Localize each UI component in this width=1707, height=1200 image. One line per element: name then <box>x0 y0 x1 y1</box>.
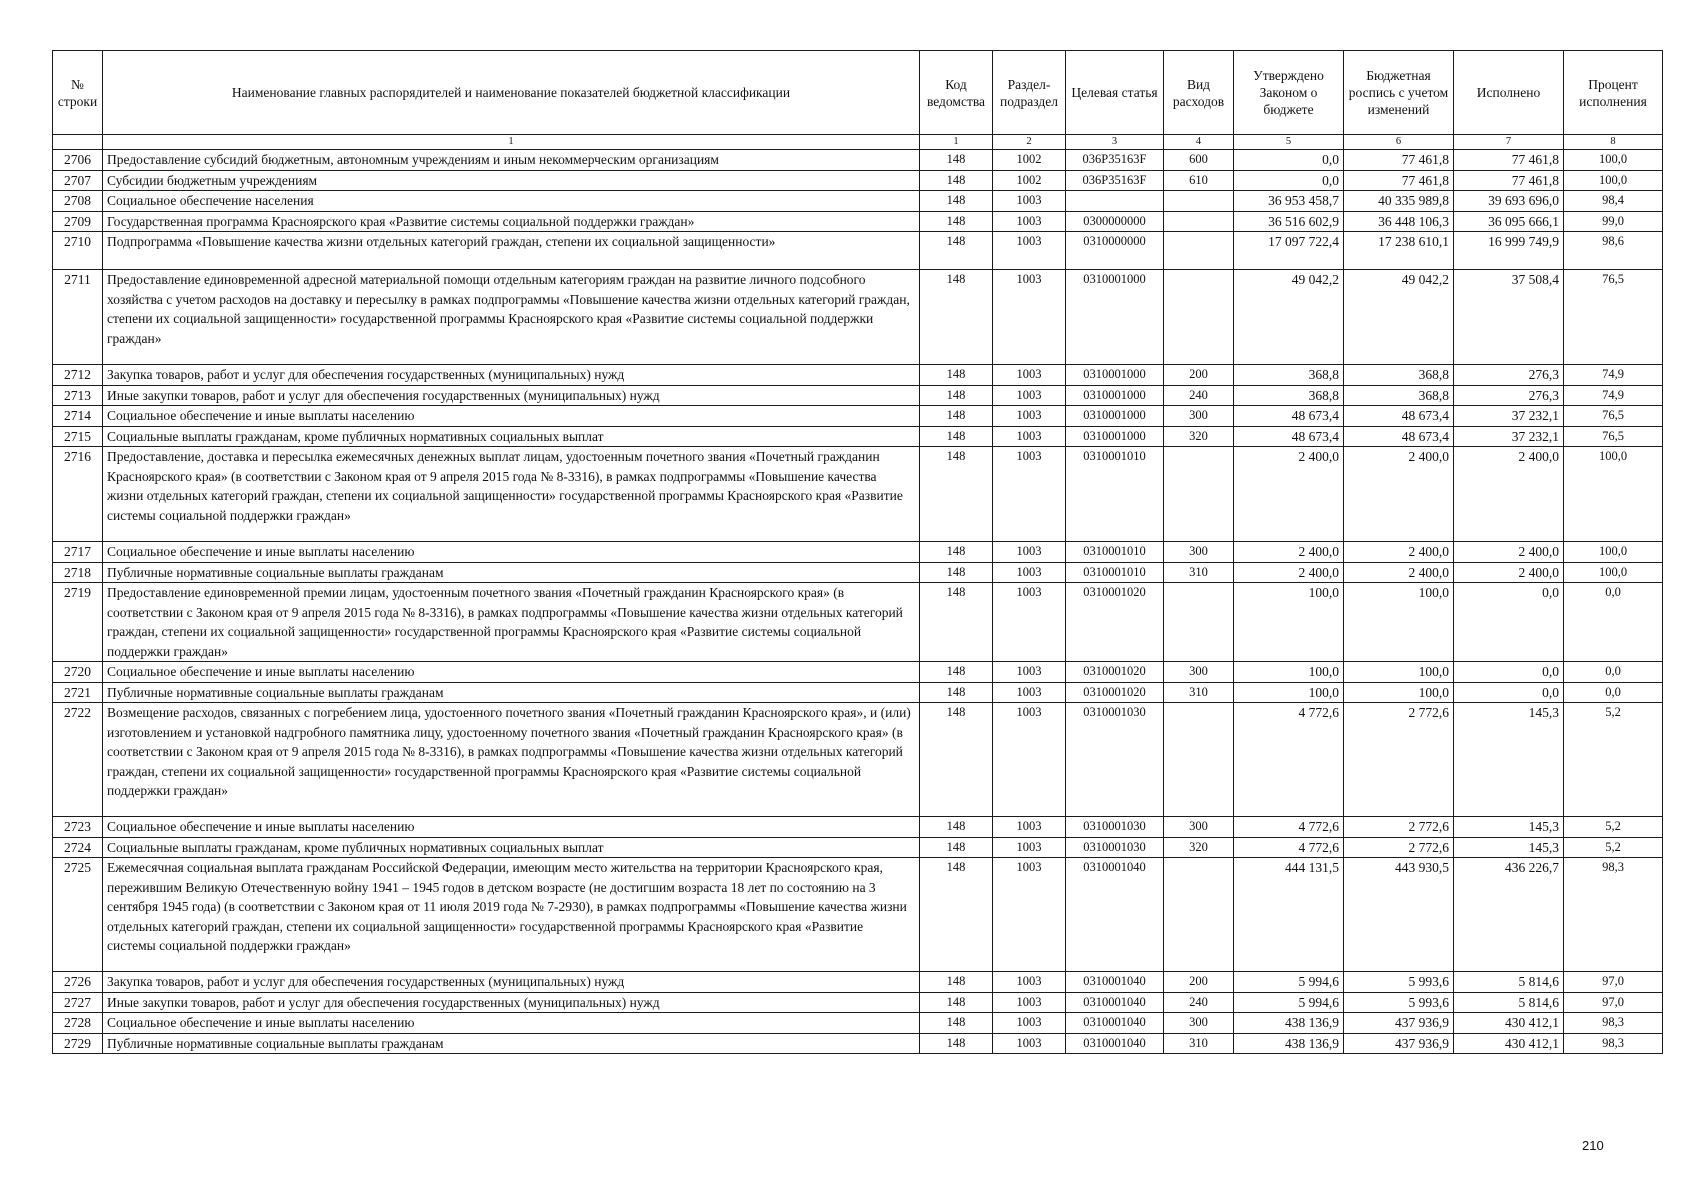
row-approved: 48 673,4 <box>1234 406 1344 427</box>
row-executed: 16 999 749,9 <box>1454 232 1564 270</box>
row-dept-code: 148 <box>920 170 993 191</box>
row-section: 1003 <box>993 972 1066 993</box>
row-schedule: 2 400,0 <box>1344 447 1454 542</box>
row-approved: 368,8 <box>1234 385 1344 406</box>
row-executed: 0,0 <box>1454 682 1564 703</box>
table-row <box>53 150 1663 171</box>
header-executed: Исполнено <box>1454 51 1564 135</box>
column-number: 1 <box>920 135 993 150</box>
row-target: 0310000000 <box>1066 232 1164 270</box>
row-schedule: 5 993,6 <box>1344 992 1454 1013</box>
row-percent: 97,0 <box>1564 972 1663 993</box>
table-row <box>53 365 1663 386</box>
row-schedule: 2 772,6 <box>1344 837 1454 858</box>
row-number: 2709 <box>53 211 103 232</box>
row-number: 2724 <box>53 837 103 858</box>
row-section: 1003 <box>993 365 1066 386</box>
row-schedule: 2 772,6 <box>1344 703 1454 817</box>
row-number: 2717 <box>53 542 103 563</box>
table-row <box>53 992 1663 1013</box>
row-exp-type: 320 <box>1164 426 1234 447</box>
header-exp-type: Вид расходов <box>1164 51 1234 135</box>
row-schedule: 48 673,4 <box>1344 406 1454 427</box>
row-section: 1003 <box>993 583 1066 662</box>
row-percent: 97,0 <box>1564 992 1663 1013</box>
row-dept-code: 148 <box>920 972 993 993</box>
row-section: 1003 <box>993 858 1066 972</box>
row-approved: 36 516 602,9 <box>1234 211 1344 232</box>
page-number: 210 <box>1582 1138 1604 1153</box>
row-target: 0310001010 <box>1066 562 1164 583</box>
row-executed: 37 508,4 <box>1454 270 1564 365</box>
row-target: 0310001020 <box>1066 662 1164 683</box>
row-schedule: 100,0 <box>1344 662 1454 683</box>
row-approved: 5 994,6 <box>1234 992 1344 1013</box>
row-exp-type <box>1164 583 1234 662</box>
row-percent: 100,0 <box>1564 562 1663 583</box>
row-dept-code: 148 <box>920 817 993 838</box>
row-exp-type: 310 <box>1164 682 1234 703</box>
table-row <box>53 270 1663 365</box>
row-executed: 2 400,0 <box>1454 542 1564 563</box>
row-executed: 37 232,1 <box>1454 406 1564 427</box>
row-percent: 98,4 <box>1564 191 1663 212</box>
row-section: 1003 <box>993 385 1066 406</box>
row-exp-type <box>1164 191 1234 212</box>
header-approved: Утверждено Законом о бюджете <box>1234 51 1344 135</box>
row-section: 1003 <box>993 211 1066 232</box>
row-approved: 48 673,4 <box>1234 426 1344 447</box>
row-approved: 100,0 <box>1234 682 1344 703</box>
row-name: Социальное обеспечение и иные выплаты населению <box>103 817 920 838</box>
table-row <box>53 662 1663 683</box>
row-name: Публичные нормативные социальные выплаты гражданам <box>103 682 920 703</box>
table-row <box>53 972 1663 993</box>
row-exp-type: 240 <box>1164 385 1234 406</box>
row-section: 1003 <box>993 837 1066 858</box>
row-exp-type: 610 <box>1164 170 1234 191</box>
row-executed: 145,3 <box>1454 837 1564 858</box>
row-name: Социальное обеспечение и иные выплаты населению <box>103 406 920 427</box>
row-percent: 100,0 <box>1564 150 1663 171</box>
row-number: 2706 <box>53 150 103 171</box>
row-name: Предоставление субсидий бюджетным, автономным учреждениям и иным некоммерческим организациям <box>103 150 920 171</box>
row-section: 1003 <box>993 682 1066 703</box>
table-row <box>53 385 1663 406</box>
row-name: Социальные выплаты гражданам, кроме публичных нормативных социальных выплат <box>103 837 920 858</box>
row-exp-type <box>1164 270 1234 365</box>
row-dept-code: 148 <box>920 562 993 583</box>
row-exp-type: 600 <box>1164 150 1234 171</box>
row-exp-type: 300 <box>1164 662 1234 683</box>
row-dept-code: 148 <box>920 270 993 365</box>
row-section: 1003 <box>993 562 1066 583</box>
row-number: 2708 <box>53 191 103 212</box>
row-percent: 98,6 <box>1564 232 1663 270</box>
row-executed: 2 400,0 <box>1454 447 1564 542</box>
row-schedule: 2 400,0 <box>1344 542 1454 563</box>
row-schedule: 48 673,4 <box>1344 426 1454 447</box>
row-number: 2714 <box>53 406 103 427</box>
budget-execution-table <box>52 50 1663 1054</box>
row-number: 2712 <box>53 365 103 386</box>
row-schedule: 368,8 <box>1344 365 1454 386</box>
row-exp-type: 300 <box>1164 1013 1234 1034</box>
row-dept-code: 148 <box>920 1033 993 1054</box>
row-percent: 100,0 <box>1564 170 1663 191</box>
row-exp-type: 320 <box>1164 837 1234 858</box>
row-name: Предоставление, доставка и пересылка ежемесячных денежных выплат лицам, удостоенным почетного звания «Почетный гражданин Красноярского края» (в соответствии с Законом края от 9 апреля 2015 года № 8-3316), в рамках подпрограммы «Повышение качества жизни отдельных категорий граждан, степени их социальной защищенности» государственной программы Красноярского края «Развитие системы социальной поддержки граждан» <box>103 447 920 542</box>
row-number: 2726 <box>53 972 103 993</box>
row-exp-type <box>1164 232 1234 270</box>
row-section: 1003 <box>993 542 1066 563</box>
row-dept-code: 148 <box>920 703 993 817</box>
row-target: 0310001040 <box>1066 1033 1164 1054</box>
row-name: Подпрограмма «Повышение качества жизни отдельных категорий граждан, степени их социальной защищенности» <box>103 232 920 270</box>
row-name: Публичные нормативные социальные выплаты гражданам <box>103 1033 920 1054</box>
row-name: Публичные нормативные социальные выплаты гражданам <box>103 562 920 583</box>
row-percent: 76,5 <box>1564 426 1663 447</box>
column-number: 3 <box>1066 135 1164 150</box>
row-executed: 39 693 696,0 <box>1454 191 1564 212</box>
row-name: Социальные выплаты гражданам, кроме публичных нормативных социальных выплат <box>103 426 920 447</box>
column-number: 2 <box>993 135 1066 150</box>
row-target: 036P35163F <box>1066 150 1164 171</box>
column-number: 4 <box>1164 135 1234 150</box>
row-number: 2713 <box>53 385 103 406</box>
row-dept-code: 148 <box>920 406 993 427</box>
row-section: 1003 <box>993 426 1066 447</box>
row-number: 2715 <box>53 426 103 447</box>
row-dept-code: 148 <box>920 682 993 703</box>
row-target: 0310001020 <box>1066 682 1164 703</box>
row-percent: 0,0 <box>1564 682 1663 703</box>
row-dept-code: 148 <box>920 583 993 662</box>
row-dept-code: 148 <box>920 385 993 406</box>
table-row <box>53 682 1663 703</box>
header-section: Раздел-подраздел <box>993 51 1066 135</box>
row-executed: 36 095 666,1 <box>1454 211 1564 232</box>
table-row <box>53 447 1663 542</box>
table-body <box>53 150 1663 1054</box>
row-executed: 430 412,1 <box>1454 1013 1564 1034</box>
row-exp-type: 300 <box>1164 406 1234 427</box>
row-section: 1003 <box>993 703 1066 817</box>
table-row <box>53 817 1663 838</box>
row-number: 2716 <box>53 447 103 542</box>
row-number: 2728 <box>53 1013 103 1034</box>
row-schedule: 77 461,8 <box>1344 170 1454 191</box>
row-name: Социальное обеспечение населения <box>103 191 920 212</box>
row-exp-type <box>1164 703 1234 817</box>
row-section: 1003 <box>993 662 1066 683</box>
row-schedule: 100,0 <box>1344 682 1454 703</box>
header-row-no: № строки <box>53 51 103 135</box>
row-approved: 2 400,0 <box>1234 562 1344 583</box>
row-section: 1003 <box>993 447 1066 542</box>
row-executed: 5 814,6 <box>1454 992 1564 1013</box>
row-approved: 4 772,6 <box>1234 703 1344 817</box>
row-name: Закупка товаров, работ и услуг для обеспечения государственных (муниципальных) нужд <box>103 365 920 386</box>
table-row <box>53 542 1663 563</box>
row-approved: 4 772,6 <box>1234 817 1344 838</box>
column-number-row <box>53 135 1663 150</box>
row-percent: 100,0 <box>1564 447 1663 542</box>
row-percent: 74,9 <box>1564 385 1663 406</box>
row-name: Государственная программа Красноярского края «Развитие системы социальной поддержки граждан» <box>103 211 920 232</box>
row-number: 2721 <box>53 682 103 703</box>
row-executed: 77 461,8 <box>1454 150 1564 171</box>
row-approved: 100,0 <box>1234 662 1344 683</box>
row-approved: 438 136,9 <box>1234 1013 1344 1034</box>
row-section: 1003 <box>993 1013 1066 1034</box>
row-exp-type <box>1164 447 1234 542</box>
row-approved: 0,0 <box>1234 170 1344 191</box>
column-number: 6 <box>1344 135 1454 150</box>
row-dept-code: 148 <box>920 447 993 542</box>
row-target: 0310001000 <box>1066 385 1164 406</box>
row-approved: 5 994,6 <box>1234 972 1344 993</box>
header-name: Наименование главных распорядителей и наименование показателей бюджетной классификации <box>103 51 920 135</box>
row-target: 0310001030 <box>1066 817 1164 838</box>
header-dept-code: Код ведомства <box>920 51 993 135</box>
row-approved: 100,0 <box>1234 583 1344 662</box>
row-target: 0310001040 <box>1066 992 1164 1013</box>
table-row <box>53 858 1663 972</box>
row-executed: 145,3 <box>1454 703 1564 817</box>
row-percent: 98,3 <box>1564 858 1663 972</box>
row-percent: 99,0 <box>1564 211 1663 232</box>
row-schedule: 2 772,6 <box>1344 817 1454 838</box>
row-section: 1003 <box>993 992 1066 1013</box>
row-percent: 76,5 <box>1564 270 1663 365</box>
row-name: Ежемесячная социальная выплата гражданам Российской Федерации, имеющим место жительства на территории Красноярского края, пережившим Великую Отечественную войну 1941 – 1945 годов в детском возрасте (не достигшим возраста 18 лет по состоянию на 3 сентября 1945 года) (в соответствии с Законом края от 11 июля 2019 года № 7-2930), в рамках подпрограммы «Повышение качества жизни отдельных категорий граждан, степени их социальной защищенности» государственной программы Красноярского края «Развитие системы социальной поддержки граждан» <box>103 858 920 972</box>
row-executed: 37 232,1 <box>1454 426 1564 447</box>
row-approved: 36 953 458,7 <box>1234 191 1344 212</box>
row-dept-code: 148 <box>920 365 993 386</box>
row-schedule: 40 335 989,8 <box>1344 191 1454 212</box>
row-target: 0310001010 <box>1066 447 1164 542</box>
row-approved: 444 131,5 <box>1234 858 1344 972</box>
row-section: 1003 <box>993 817 1066 838</box>
row-section: 1003 <box>993 232 1066 270</box>
row-schedule: 2 400,0 <box>1344 562 1454 583</box>
row-percent: 0,0 <box>1564 583 1663 662</box>
row-target: 0310001040 <box>1066 1013 1164 1034</box>
row-name: Возмещение расходов, связанных с погребением лица, удостоенного почетного звания «Почетный гражданин Красноярского края», и (или) изготовлением и установкой надгробного памятника лицу, удостоенному почетного звания «Почетный гражданин Красноярского края» (в соответствии с Законом края от 9 апреля 2015 года № 8-3316), в рамках подпрограммы «Повышение качества жизни отдельных категорий граждан, степени их социальной защищенности» государственной программы Красноярского края «Развитие системы социальной поддержки граждан» <box>103 703 920 817</box>
budget-report-page <box>52 50 1662 1054</box>
row-executed: 276,3 <box>1454 385 1564 406</box>
row-schedule: 443 930,5 <box>1344 858 1454 972</box>
row-schedule: 77 461,8 <box>1344 150 1454 171</box>
row-name: Субсидии бюджетным учреждениям <box>103 170 920 191</box>
table-row <box>53 1033 1663 1054</box>
row-approved: 2 400,0 <box>1234 447 1344 542</box>
row-section: 1002 <box>993 150 1066 171</box>
row-dept-code: 148 <box>920 211 993 232</box>
header-target: Целевая статья <box>1066 51 1164 135</box>
column-number: 1 <box>103 135 920 150</box>
row-percent: 98,3 <box>1564 1033 1663 1054</box>
row-number: 2725 <box>53 858 103 972</box>
row-approved: 2 400,0 <box>1234 542 1344 563</box>
row-percent: 0,0 <box>1564 662 1663 683</box>
row-exp-type <box>1164 858 1234 972</box>
column-number <box>53 135 103 150</box>
row-schedule: 49 042,2 <box>1344 270 1454 365</box>
row-name: Социальное обеспечение и иные выплаты населению <box>103 542 920 563</box>
row-number: 2719 <box>53 583 103 662</box>
row-executed: 77 461,8 <box>1454 170 1564 191</box>
row-target <box>1066 191 1164 212</box>
header-percent: Процент исполнения <box>1564 51 1663 135</box>
row-executed: 145,3 <box>1454 817 1564 838</box>
row-number: 2723 <box>53 817 103 838</box>
row-target: 0310001030 <box>1066 703 1164 817</box>
row-approved: 17 097 722,4 <box>1234 232 1344 270</box>
row-name: Иные закупки товаров, работ и услуг для обеспечения государственных (муниципальных) нужд <box>103 992 920 1013</box>
row-dept-code: 148 <box>920 232 993 270</box>
row-section: 1002 <box>993 170 1066 191</box>
row-executed: 5 814,6 <box>1454 972 1564 993</box>
row-target: 0310001040 <box>1066 858 1164 972</box>
row-section: 1003 <box>993 406 1066 427</box>
row-number: 2707 <box>53 170 103 191</box>
row-target: 0310001000 <box>1066 270 1164 365</box>
table-row <box>53 191 1663 212</box>
row-target: 0310001010 <box>1066 542 1164 563</box>
row-name: Предоставление единовременной премии лицам, удостоенным почетного звания «Почетный гражданин Красноярского края» (в соответствии с Законом края от 9 апреля 2015 года № 8-3316), в рамках подпрограммы «Повышение качества жизни отдельных категорий граждан, степени их социальной защищенности» государственной программы Красноярского края «Развитие системы социальной поддержки граждан» <box>103 583 920 662</box>
row-dept-code: 148 <box>920 837 993 858</box>
row-target: 036P35163F <box>1066 170 1164 191</box>
row-percent: 5,2 <box>1564 837 1663 858</box>
row-name: Предоставление единовременной адресной материальной помощи отдельным категориям граждан на развитие личного подсобного хозяйства с учетом расходов на доставку и пересылку в рамках подпрограммы «Повышение качества жизни отдельных категорий граждан, степени их социальной защищенности» государственной программы Красноярского края «Развитие системы социальной поддержки граждан» <box>103 270 920 365</box>
row-target: 0310001000 <box>1066 365 1164 386</box>
row-dept-code: 148 <box>920 191 993 212</box>
table-row <box>53 562 1663 583</box>
row-executed: 276,3 <box>1454 365 1564 386</box>
row-target: 0300000000 <box>1066 211 1164 232</box>
table-row <box>53 406 1663 427</box>
row-percent: 76,5 <box>1564 406 1663 427</box>
row-exp-type: 310 <box>1164 562 1234 583</box>
row-approved: 438 136,9 <box>1234 1033 1344 1054</box>
row-percent: 74,9 <box>1564 365 1663 386</box>
row-number: 2710 <box>53 232 103 270</box>
row-target: 0310001030 <box>1066 837 1164 858</box>
row-approved: 49 042,2 <box>1234 270 1344 365</box>
row-executed: 430 412,1 <box>1454 1033 1564 1054</box>
table-row <box>53 211 1663 232</box>
row-exp-type: 300 <box>1164 817 1234 838</box>
row-dept-code: 148 <box>920 662 993 683</box>
row-name: Закупка товаров, работ и услуг для обеспечения государственных (муниципальных) нужд <box>103 972 920 993</box>
row-number: 2727 <box>53 992 103 1013</box>
row-number: 2718 <box>53 562 103 583</box>
row-schedule: 437 936,9 <box>1344 1013 1454 1034</box>
table-row <box>53 703 1663 817</box>
row-target: 0310001000 <box>1066 406 1164 427</box>
header-schedule: Бюджетная роспись с учетом изменений <box>1344 51 1454 135</box>
column-number: 7 <box>1454 135 1564 150</box>
row-schedule: 437 936,9 <box>1344 1033 1454 1054</box>
row-number: 2711 <box>53 270 103 365</box>
table-row <box>53 232 1663 270</box>
row-number: 2720 <box>53 662 103 683</box>
row-section: 1003 <box>993 1033 1066 1054</box>
table-header-row <box>53 51 1663 135</box>
row-dept-code: 148 <box>920 992 993 1013</box>
row-percent: 5,2 <box>1564 817 1663 838</box>
row-dept-code: 148 <box>920 858 993 972</box>
row-executed: 0,0 <box>1454 662 1564 683</box>
row-exp-type: 200 <box>1164 972 1234 993</box>
table-row <box>53 1013 1663 1034</box>
row-schedule: 100,0 <box>1344 583 1454 662</box>
row-number: 2722 <box>53 703 103 817</box>
row-number: 2729 <box>53 1033 103 1054</box>
column-number: 5 <box>1234 135 1344 150</box>
row-exp-type <box>1164 211 1234 232</box>
row-section: 1003 <box>993 191 1066 212</box>
row-executed: 436 226,7 <box>1454 858 1564 972</box>
table-row <box>53 170 1663 191</box>
row-schedule: 5 993,6 <box>1344 972 1454 993</box>
row-dept-code: 148 <box>920 542 993 563</box>
row-target: 0310001000 <box>1066 426 1164 447</box>
row-name: Социальное обеспечение и иные выплаты населению <box>103 1013 920 1034</box>
row-executed: 0,0 <box>1454 583 1564 662</box>
row-schedule: 17 238 610,1 <box>1344 232 1454 270</box>
row-dept-code: 148 <box>920 1013 993 1034</box>
row-name: Иные закупки товаров, работ и услуг для обеспечения государственных (муниципальных) нужд <box>103 385 920 406</box>
row-schedule: 368,8 <box>1344 385 1454 406</box>
row-executed: 2 400,0 <box>1454 562 1564 583</box>
row-target: 0310001020 <box>1066 583 1164 662</box>
row-exp-type: 200 <box>1164 365 1234 386</box>
row-percent: 5,2 <box>1564 703 1663 817</box>
table-row <box>53 837 1663 858</box>
row-exp-type: 310 <box>1164 1033 1234 1054</box>
table-row <box>53 583 1663 662</box>
row-exp-type: 300 <box>1164 542 1234 563</box>
row-schedule: 36 448 106,3 <box>1344 211 1454 232</box>
row-percent: 98,3 <box>1564 1013 1663 1034</box>
row-exp-type: 240 <box>1164 992 1234 1013</box>
row-name: Социальное обеспечение и иные выплаты населению <box>103 662 920 683</box>
row-dept-code: 148 <box>920 426 993 447</box>
table-row <box>53 426 1663 447</box>
row-approved: 368,8 <box>1234 365 1344 386</box>
column-number: 8 <box>1564 135 1663 150</box>
row-approved: 0,0 <box>1234 150 1344 171</box>
row-approved: 4 772,6 <box>1234 837 1344 858</box>
row-target: 0310001040 <box>1066 972 1164 993</box>
row-dept-code: 148 <box>920 150 993 171</box>
row-percent: 100,0 <box>1564 542 1663 563</box>
row-section: 1003 <box>993 270 1066 365</box>
